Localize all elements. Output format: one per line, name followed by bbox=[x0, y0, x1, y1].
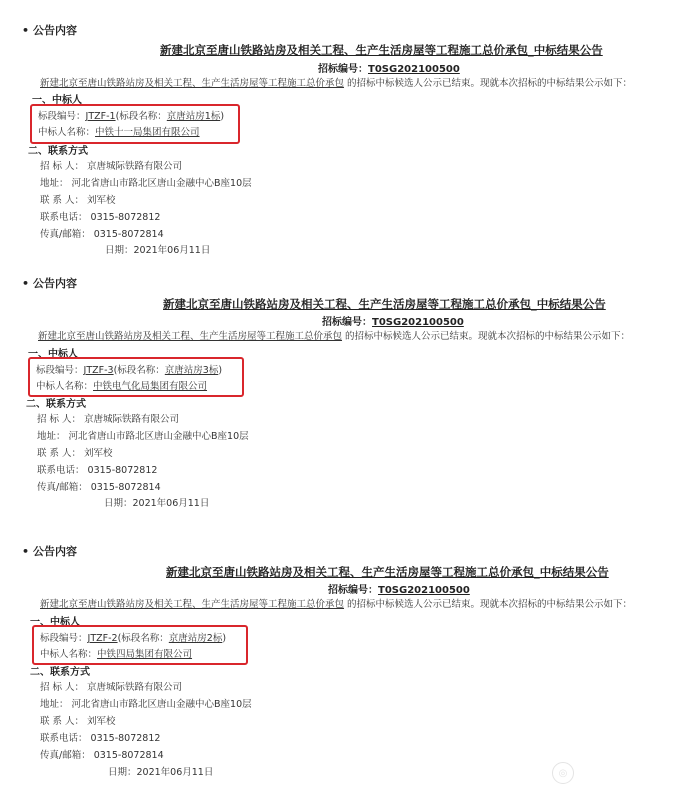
intro-text: 新建北京至唐山铁路站房及相关工程、生产生活房屋等工程施工总价承包 的招标中标候选人公示已结束。现就本次招标的中标结果公示如下： bbox=[40, 599, 633, 610]
winner-heading: 一、中标人 bbox=[32, 95, 82, 106]
lot-line: 标段编号：JTZF-3(标段名称：京唐站房3标) bbox=[36, 365, 223, 376]
winner-heading: 一、中标人 bbox=[28, 349, 78, 360]
phone-line: 联系电话： 0315-8072812 bbox=[40, 733, 161, 744]
contact-heading: 二、联系方式 bbox=[26, 399, 86, 410]
tenderer-line: 招 标 人： 京唐城际铁路有限公司 bbox=[40, 682, 183, 693]
section-heading: • 公告内容 bbox=[22, 545, 78, 558]
contact-heading: 二、联系方式 bbox=[30, 667, 90, 678]
winner-line: 中标人名称：中铁四局集团有限公司 bbox=[40, 649, 193, 660]
announcement-title[interactable]: 新建北京至唐山铁路站房及相关工程、生产生活房屋等工程施工总价承包_中标结果公告 bbox=[160, 43, 603, 57]
tender-code: 招标编号：T0SG202100500 bbox=[328, 585, 470, 596]
contact-person-line: 联 系 人： 刘军校 bbox=[37, 448, 113, 459]
winner-heading: 一、中标人 bbox=[30, 617, 80, 628]
phone-line: 联系电话： 0315-8072812 bbox=[37, 465, 158, 476]
contact-heading: 二、联系方式 bbox=[28, 146, 88, 157]
intro-text: 新建北京至唐山铁路站房及相关工程、生产生活房屋等工程施工总价承包 的招标中标候选人公示已结束。现就本次招标的中标结果公示如下： bbox=[38, 331, 631, 342]
address-line: 地址： 河北省唐山市路北区唐山金融中心B座10层 bbox=[40, 699, 252, 710]
lot-line: 标段编号：JTZF-2(标段名称：京唐站房2标) bbox=[40, 633, 227, 644]
date-line: 日期：2021年06月11日 bbox=[104, 498, 210, 509]
section-heading: • 公告内容 bbox=[22, 24, 78, 37]
bullet-dot-icon: • bbox=[22, 277, 30, 290]
winner-line: 中标人名称：中铁电气化局集团有限公司 bbox=[36, 381, 208, 392]
section-heading: • 公告内容 bbox=[22, 277, 78, 290]
date-line: 日期：2021年06月11日 bbox=[108, 767, 214, 778]
winner-line: 中标人名称：中铁十一局集团有限公司 bbox=[38, 127, 200, 138]
tender-code: 招标编号：T0SG202100500 bbox=[318, 64, 460, 75]
tenderer-line: 招 标 人： 京唐城际铁路有限公司 bbox=[40, 161, 183, 172]
address-line: 地址： 河北省唐山市路北区唐山金融中心B座10层 bbox=[40, 178, 252, 189]
announcement-title[interactable]: 新建北京至唐山铁路站房及相关工程、生产生活房屋等工程施工总价承包_中标结果公告 bbox=[163, 297, 606, 311]
date-line: 日期：2021年06月11日 bbox=[105, 245, 211, 256]
bullet-dot-icon: • bbox=[22, 545, 30, 558]
address-line: 地址： 河北省唐山市路北区唐山金融中心B座10层 bbox=[37, 431, 249, 442]
fax-line: 传真/邮箱： 0315-8072814 bbox=[40, 750, 164, 761]
bullet-dot-icon: • bbox=[22, 24, 30, 37]
tender-code: 招标编号：T0SG202100500 bbox=[322, 317, 464, 328]
fax-line: 传真/邮箱： 0315-8072814 bbox=[40, 229, 164, 240]
lot-line: 标段编号：JTZF-1(标段名称：京唐站房1标) bbox=[38, 111, 225, 122]
intro-text: 新建北京至唐山铁路站房及相关工程、生产生活房屋等工程施工总价承包 的招标中标候选人公示已结束。现就本次招标的中标结果公示如下： bbox=[40, 78, 633, 89]
contact-person-line: 联 系 人： 刘军校 bbox=[40, 195, 116, 206]
announcement-title[interactable]: 新建北京至唐山铁路站房及相关工程、生产生活房屋等工程施工总价承包_中标结果公告 bbox=[166, 565, 609, 579]
contact-person-line: 联 系 人： 刘军校 bbox=[40, 716, 116, 727]
watermark-icon: ◎ bbox=[552, 762, 574, 784]
fax-line: 传真/邮箱： 0315-8072814 bbox=[37, 482, 161, 493]
tenderer-line: 招 标 人： 京唐城际铁路有限公司 bbox=[37, 414, 180, 425]
phone-line: 联系电话： 0315-8072812 bbox=[40, 212, 161, 223]
